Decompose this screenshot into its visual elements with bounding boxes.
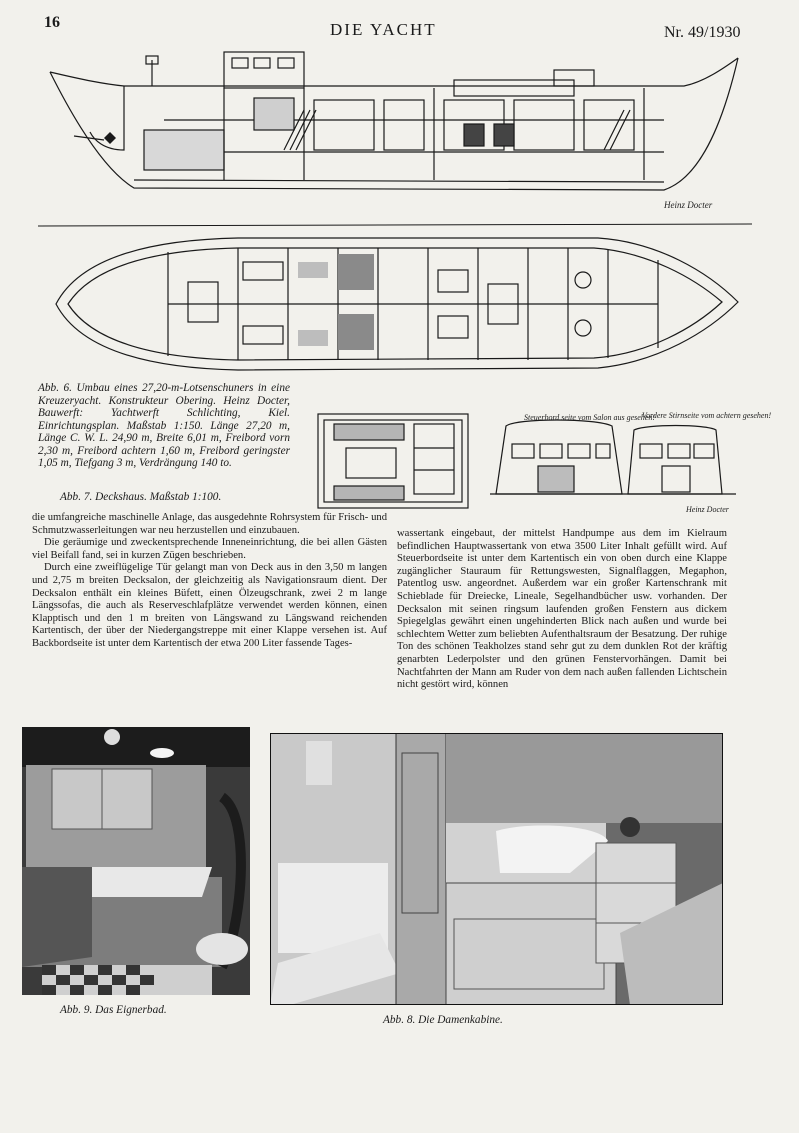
fig8-caption: Abb. 8. Die Damenkabine. (383, 1014, 503, 1026)
deckhouse-svg (306, 404, 772, 516)
deckhouse-signature: Heinz Docter (686, 505, 729, 514)
bathroom-image (22, 727, 250, 995)
paragraph: Durch eine zweiflügelige Tür gelangt man von Deck aus in den 3,50 m langen und 2,75 m breiten Decksalon, der gleichzeitig als Navigationsraum dient. Der Decksalon enthält ein kleines Büfett, einen Ölzeugschrank, zwei 2 m lange Längssofas, die auch als Reserveschlafplätze verwendet werden können, einen Klapptisch und den 1 m breiten von Längswand zu Längswand reichenden Kartentisch, der über der Niedergangstreppe mit einer Klappe versehen ist. Auf Backbordseite ist unter dem Kartentisch der etwa 200 Liter fassende Tages- (32, 562, 387, 649)
fig9-caption: Abb. 9. Das Eignerbad. (60, 1004, 167, 1016)
paragraph: die umfangreiche maschinelle Anlage, das ausgedehnte Rohrsystem für Frisch- und Schmutzwasserleitungen war neu herzustellen und einzubauen. (32, 512, 387, 536)
fig7-caption: Abb. 7. Deckshaus. Maßstab 1:100. (60, 491, 222, 503)
note-front: Vordere Stirnseite vom achtern gesehen! (642, 411, 772, 420)
deck-plan-drawing (38, 222, 752, 386)
cabin-image (270, 733, 723, 1005)
deck-plan-svg (38, 222, 752, 386)
paragraph: Die geräumige und zweckentsprechende Inneneinrichtung, die bei allen Gästen viel Beifall fand, sei in kurzen Zügen beschrieben. (32, 537, 387, 561)
ship-profile-svg (44, 40, 744, 210)
text-column-right (397, 528, 727, 692)
photo-owner-bathroom (22, 727, 250, 995)
fig6-caption: Abb. 6. Umbau eines 27,20-m-Lotsenschuners in eine Kreuzeryacht. Konstrukteur Obering. Heinz Docter, Bauwerft: Yachtwerft Schlichting, Kiel. Einrichtungsplan. Maßstab 1:150. Länge 27,20 m, Länge C. W. L. 24,90 m, Breite 6,01 m, Freibord vorn 2,30 m, Freibord achtern 1,60 m, Freibord geringster 1,05 m, Tiefgang 3 m, Verdrängung 140 to. (38, 382, 290, 469)
page-number: 16 (44, 14, 60, 31)
text-column-left (32, 512, 387, 651)
magazine-title: DIE YACHT (330, 20, 437, 39)
note-starboard: Steuerbord seite vom Salon aus gesehen! (524, 413, 656, 422)
profile-signature: Heinz Docter (664, 200, 713, 210)
deckhouse-drawings (306, 404, 772, 516)
issue-number: Nr. 49/1930 (664, 24, 741, 41)
paragraph: wassertank eingebaut, der mittelst Handpumpe aus dem im Kielraum befindlichen Hauptwassertank von etwa 3500 Liter Inhalt gefüllt wird. Auf Steuerbordseite ist unter dem Kartentisch ein von oben durch eine Klappe zugänglicher Stauraum für Rettungswesten, Signalflaggen, Megaphon, Patentlog usw. angeordnet. Außerdem war ein großer Kartenschrank mit Schieblade für Dreiecke, Lineale, Segelhandbücher usw. vorhanden. Der Decksalon mit seinen ringsum laufenden großen Fenstern aus dickem Spiegelglas gewährt einen ungehinderten Blick nach außen und wurde bei schlechtem Wetter zum beliebten Aufenthaltsraum der Besatzung. Der ruhige Ton des schönen Teakholzes stand sehr gut zu dem dunklen Rot der kräftig genarbten Lederpolster und den grünen Fenstervorhängen. Damit bei Nachtfahrten der Mann am Ruder von dem nach außen fallenden Lichtschein nicht gestört wird, können (397, 528, 727, 691)
photo-ladies-cabin (270, 733, 723, 1005)
ship-profile-drawing (44, 40, 744, 210)
